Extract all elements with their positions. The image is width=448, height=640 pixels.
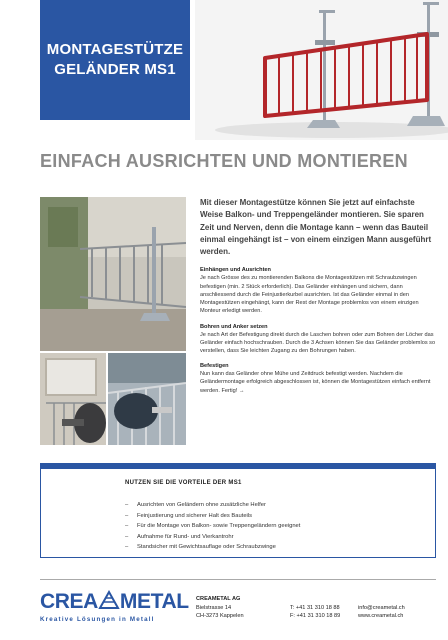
dash-icon: –	[125, 533, 129, 540]
city: CH-3273 Kappelen	[196, 613, 244, 619]
list-item: – Standsicher mit Gewichtsauflage oder Schraubzwinge	[125, 542, 300, 553]
product-title-line1: MONTAGESTÜTZE	[46, 41, 184, 58]
section-befestigen	[200, 362, 438, 395]
window-drilling-photo	[40, 353, 106, 445]
list-item: – Für die Montage von Balkon- sowie Treppengeländern geeignet	[125, 521, 300, 532]
section-heading: Bohren und Anker setzen	[200, 323, 268, 330]
logo-tagline: Kreative Lösungen in Metall	[40, 616, 155, 623]
dash-icon: –	[125, 512, 129, 519]
dash-icon: –	[125, 523, 129, 529]
list-item: – Aufnahme für Rund- und Vierkantrohr	[125, 532, 300, 543]
footer-address	[196, 595, 244, 621]
description-column	[200, 197, 438, 402]
phone-number: T: +41 31 310 18 88	[290, 604, 340, 611]
benefits-title: NUTZEN SIE DIE VORTEILE DER MS1	[125, 480, 242, 486]
product-title-box	[40, 0, 190, 120]
section-body: Nun kann das Geländer ohne Mühe und Zeitdruck befestigt werden. Nachdem die Geländermontage erfolgreich abgeschlossen ist, können die Montagestützen einfach entfernt werden. Fertig! →	[200, 371, 431, 394]
footer-phone	[290, 595, 340, 621]
creametal-logo-mark-icon	[98, 590, 120, 614]
headline: EINFACH AUSRICHTEN UND MONTIEREN	[40, 151, 408, 171]
product-title-line2: GELÄNDER MS1	[54, 61, 176, 78]
dash-icon: –	[125, 544, 129, 550]
fax-number: F: +41 31 310 18 89	[290, 613, 341, 619]
creametal-logo	[40, 590, 188, 626]
email-link[interactable]: info@creametal.ch	[358, 604, 405, 611]
section-body: Je nach Grösse des zu montierenden Balkons die Montagestützen mit Schraubzwingen befestigen (min. 2 Stück erforderlich). Das Geländer einhängen und sichern, dann anschliessend durch die Feinjustierkurbel ausrichten. Ist das Geländer einmal in den Montagestützen eingehängt, kann der Rest der Montage problemlos von einem einzigen Monteur erledigt werden.	[200, 275, 419, 315]
intro-text: Mit dieser Montagestütze können Sie jetzt auf einfachste Weise Balkon- und Treppengeländer montieren. Sie sparen Zeit und Nerven, denn die Montage kann – wenn das Bauteil einmal eingehängt ist – von einem einzigen Mann ausgeführt werden.	[200, 198, 432, 257]
railing-drilling-photo	[108, 353, 186, 445]
section-heading: Einhängen und Ausrichten	[200, 267, 271, 274]
section-body: Je nach Art der Befestigung direkt durch die Laschen bohren oder zum Bohren der Löcher das Geländer einfach hochschrauben. Durch die 3 Achsen können Sie das Geländer problemlos so verstellen, dass Sie leichten Zugang zu den Bohrungen haben.	[200, 331, 436, 354]
company-name: CREAMETAL AG	[196, 596, 241, 602]
dash-icon: –	[125, 502, 129, 508]
list-item: – Feinjustierung und sicherer Halt des Bauteils	[125, 511, 300, 522]
footer-web	[358, 595, 405, 621]
section-einhaengen	[200, 266, 438, 315]
benefits-list	[125, 500, 300, 553]
section-heading: Befestigen	[200, 363, 229, 370]
list-item: – Ausrichten von Geländern ohne zusätzliche Helfer	[125, 500, 300, 511]
footer-divider	[40, 579, 436, 580]
street: Bielstrasse 14	[196, 604, 232, 611]
hero-railing-image	[195, 0, 448, 140]
benefits-box	[40, 463, 436, 558]
section-bohren	[200, 323, 438, 356]
website-link[interactable]: www.creametal.ch	[358, 613, 404, 619]
balcony-railing-photo	[40, 197, 186, 351]
logo-wordmark: CREA METAL	[40, 590, 189, 613]
